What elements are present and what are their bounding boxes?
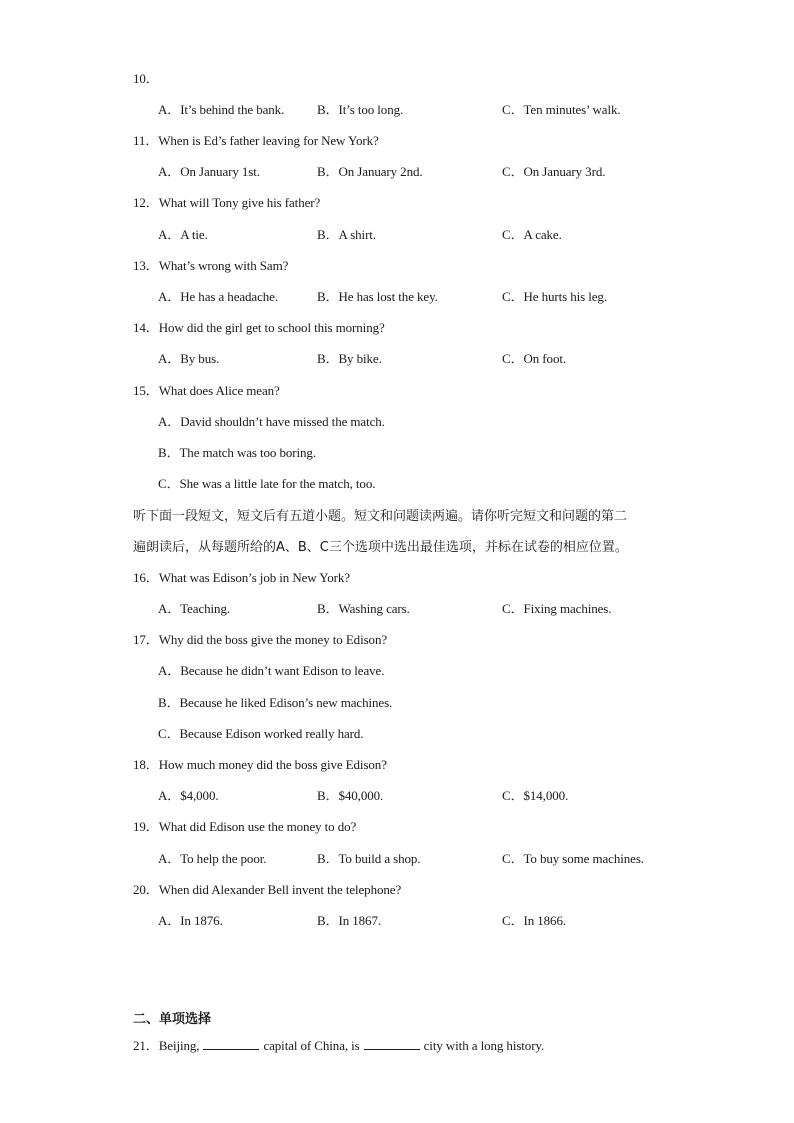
option-a[interactable]: A．It’s behind the bank. bbox=[158, 102, 285, 117]
option-a[interactable]: A．A tie. bbox=[158, 227, 208, 242]
question-number: 21． bbox=[133, 1038, 159, 1053]
question-text-part1: Beijing, bbox=[158, 1038, 200, 1053]
options-row bbox=[158, 910, 718, 928]
question-text: How much money did the boss give Edison? bbox=[158, 757, 387, 772]
question-number: 18． bbox=[133, 757, 159, 772]
question-19 bbox=[133, 816, 356, 835]
option-c[interactable]: C．On January 3rd. bbox=[502, 164, 606, 179]
question-text: What’s wrong with Sam? bbox=[158, 258, 289, 273]
question-text: When is Ed’s father leaving for New York? bbox=[158, 133, 379, 148]
option-b[interactable]: B．The match was too boring. bbox=[158, 445, 316, 460]
question-16 bbox=[133, 567, 350, 586]
question-number: 11． bbox=[133, 133, 159, 148]
options-row bbox=[158, 348, 718, 366]
question-number: 13． bbox=[133, 258, 159, 273]
option-a[interactable]: A．On January 1st. bbox=[158, 164, 260, 179]
option-a[interactable]: A．He has a headache. bbox=[158, 289, 278, 304]
option-c[interactable]: C．Ten minutes’ walk. bbox=[502, 102, 621, 117]
option-c[interactable]: C．Fixing machines. bbox=[502, 601, 612, 616]
option-b[interactable]: B．It’s too long. bbox=[317, 102, 404, 117]
option-c[interactable]: C．In 1866. bbox=[502, 913, 567, 928]
question-text: What was Edison’s job in New York? bbox=[158, 570, 350, 585]
options-row bbox=[158, 286, 718, 304]
option-b[interactable]: B．He has lost the key. bbox=[317, 289, 438, 304]
question-number: 15． bbox=[133, 383, 159, 398]
question-text: What will Tony give his father? bbox=[158, 195, 321, 210]
options-row bbox=[158, 161, 718, 179]
instruction-line-1: 听下面一段短文，短文后有五道小题。短文和问题读两遍。请你听完短文和问题的第二 bbox=[133, 509, 628, 524]
question-text: How did the girl get to school this morning? bbox=[158, 320, 385, 335]
question-17 bbox=[133, 629, 387, 648]
question-text: Why did the boss give the money to Edison? bbox=[158, 632, 388, 647]
option-a[interactable]: A．Teaching. bbox=[158, 601, 230, 616]
question-15 bbox=[133, 380, 280, 399]
question-number: 20． bbox=[133, 882, 159, 897]
question-18 bbox=[133, 754, 387, 773]
option-b[interactable]: B．By bike. bbox=[317, 351, 382, 366]
options-row bbox=[158, 224, 718, 242]
question-14 bbox=[133, 317, 385, 336]
option-c[interactable]: C．Because Edison worked really hard. bbox=[158, 726, 364, 741]
question-20 bbox=[133, 879, 401, 898]
question-13 bbox=[133, 255, 288, 274]
option-a[interactable]: A．$4,000. bbox=[158, 788, 219, 803]
option-b[interactable]: B．On January 2nd. bbox=[317, 164, 423, 179]
question-text-part3: city with a long history. bbox=[423, 1038, 545, 1053]
option-c[interactable]: C．$14,000. bbox=[502, 788, 569, 803]
option-c[interactable]: C．She was a little late for the match, too. bbox=[158, 476, 376, 491]
option-b[interactable]: B．$40,000. bbox=[317, 788, 384, 803]
option-b[interactable]: B．In 1867. bbox=[317, 913, 382, 928]
question-21 bbox=[133, 1035, 544, 1054]
option-a[interactable]: A．Because he didn’t want Edison to leave. bbox=[158, 663, 385, 678]
option-a[interactable]: A．By bus. bbox=[158, 351, 220, 366]
option-c[interactable]: C．On foot. bbox=[502, 351, 567, 366]
options-row bbox=[158, 848, 718, 866]
answer-blank-1[interactable] bbox=[203, 1037, 259, 1050]
question-text: What does Alice mean? bbox=[158, 383, 280, 398]
option-a[interactable]: A．David shouldn’t have missed the match. bbox=[158, 414, 385, 429]
option-c[interactable]: C．He hurts his leg. bbox=[502, 289, 607, 304]
question-number: 19． bbox=[133, 819, 159, 834]
section-title: 二、单项选择 bbox=[133, 1012, 212, 1027]
question-number: 10． bbox=[133, 71, 159, 86]
question-text: When did Alexander Bell invent the telephone? bbox=[158, 882, 402, 897]
option-a[interactable]: A．In 1876. bbox=[158, 913, 223, 928]
option-c[interactable]: C．To buy some machines. bbox=[502, 851, 644, 866]
options-row bbox=[158, 598, 718, 616]
question-11 bbox=[133, 130, 379, 149]
question-number: 17． bbox=[133, 632, 159, 647]
instruction-line-2: 遍朗读后，从每题所给的A、B、C三个选项中选出最佳选项，并标在试卷的相应位置。 bbox=[133, 540, 628, 555]
answer-blank-2[interactable] bbox=[364, 1037, 420, 1050]
question-number: 12． bbox=[133, 195, 159, 210]
options-row bbox=[158, 99, 718, 117]
option-b[interactable]: B．A shirt. bbox=[317, 227, 376, 242]
question-text: What did Edison use the money to do? bbox=[158, 819, 357, 834]
option-b[interactable]: B．Because he liked Edison’s new machines. bbox=[158, 695, 393, 710]
option-a[interactable]: A．To help the poor. bbox=[158, 851, 267, 866]
options-row bbox=[158, 785, 718, 803]
question-number: 14． bbox=[133, 320, 159, 335]
option-b[interactable]: B．Washing cars. bbox=[317, 601, 410, 616]
option-b[interactable]: B．To build a shop. bbox=[317, 851, 421, 866]
question-10 bbox=[133, 68, 159, 87]
question-12 bbox=[133, 192, 320, 211]
question-text-part2: capital of China, is bbox=[263, 1038, 360, 1053]
question-number: 16． bbox=[133, 570, 159, 585]
option-c[interactable]: C．A cake. bbox=[502, 227, 562, 242]
